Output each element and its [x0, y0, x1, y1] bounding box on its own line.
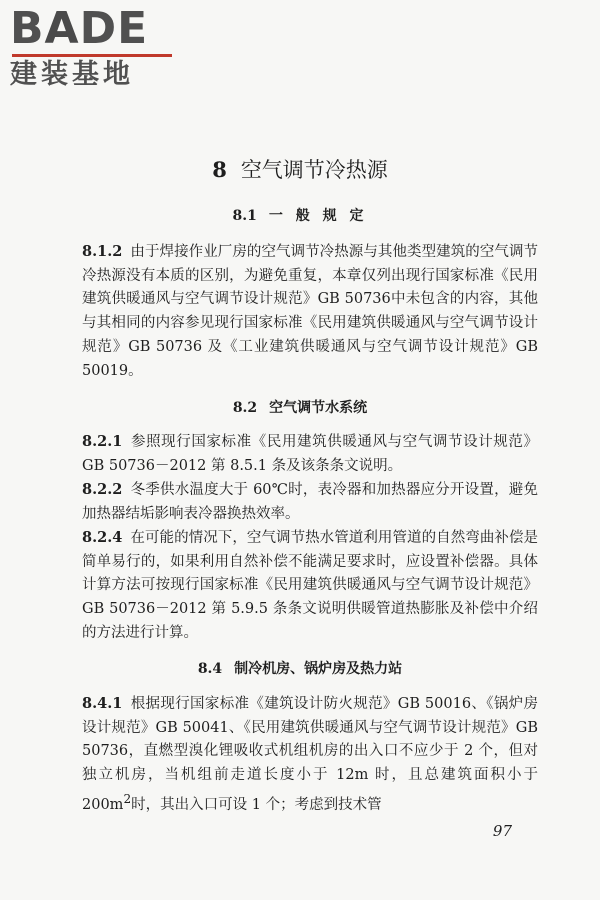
clause-number: 8.4.1 [82, 695, 123, 712]
page-number: 97 [492, 822, 512, 840]
clause-text: 根据现行国家标准《建筑设计防火规范》GB 50016、《锅炉房设计规范》GB 50041、《民用建筑供暖通风与空气调节设计规范》GB 50736，直燃型溴化锂吸收式机组机房的出入口不应少于 2 个，但对独立机房，当机组前走道长度小于 12m 时，且总建筑面积小于 200m [82, 696, 538, 813]
chapter-number: 8 [212, 157, 227, 182]
chapter-heading [0, 156, 600, 184]
clause-text: 在可能的情况下，空气调节热水管道利用管道的自然弯曲补偿是简单易行的，如果利用自然补偿不能满足要求时，应设置补偿器。具体计算方法可按现行国家标准《民用建筑供暖通风与空气调节设计规范》GB 50736－2012 第 5.9.5 条条文说明供暖管道热膨胀及补偿中介绍的方法进行计算。 [82, 530, 538, 641]
superscript-two: 2 [123, 791, 132, 806]
logo-underline [12, 54, 172, 57]
section-title: 空气调节水系统 [269, 400, 368, 416]
section-title: 制冷机房、锅炉房及热力站 [234, 661, 403, 677]
chapter-title: 空气调节冷热源 [240, 158, 388, 182]
clause-number: 8.2.4 [82, 529, 123, 546]
section-number: 8.1 [232, 208, 257, 224]
logo-wordmark: BADE [10, 3, 149, 54]
clause-8-4-1 [82, 692, 538, 817]
clause-8-2-2 [82, 478, 538, 526]
section-title: 一 般 规 定 [268, 208, 368, 224]
section-number: 8.4 [197, 661, 223, 677]
clause-text: 由于焊接作业厂房的空气调节冷热源与其他类型建筑的空气调节冷热源没有本质的区别，为避免重复，本章仅列出现行国家标准《民用建筑供暖通风与空气调节设计规范》GB 50736中未包含的内容，其他与其相同的内容参见现行国家标准《民用建筑供暖通风与空气调节设计规范》GB 50736 及《工业建筑供暖通风与空气调节设计规范》GB 50019。 [82, 244, 538, 379]
clause-text: 参照现行国家标准《民用建筑供暖通风与空气调节设计规范》GB 50736－2012 第 8.5.1 条及该条条文说明。 [82, 434, 538, 474]
clause-text: 冬季供水温度大于 60℃时，表冷器和加热器应分开设置，避免加热器结垢影响表冷器换热效率。 [82, 482, 538, 522]
logo-chinese-text: 建装基地 [10, 59, 134, 90]
clause-number: 8.1.2 [82, 243, 123, 260]
section-number: 8.2 [232, 400, 258, 416]
clause-8-2-4 [82, 526, 538, 646]
clause-text-continued: 时，其出入口可设 1 个；考虑到技术管 [131, 796, 382, 813]
bade-logo [10, 3, 180, 91]
clause-8-2-1 [82, 430, 538, 478]
section-heading-8-2 [0, 398, 600, 418]
clause-number: 8.2.2 [82, 481, 123, 498]
section-heading-8-4 [0, 659, 600, 679]
section-heading-8-1 [0, 206, 600, 226]
clause-number: 8.2.1 [82, 433, 123, 450]
clause-8-1-2 [82, 240, 538, 383]
